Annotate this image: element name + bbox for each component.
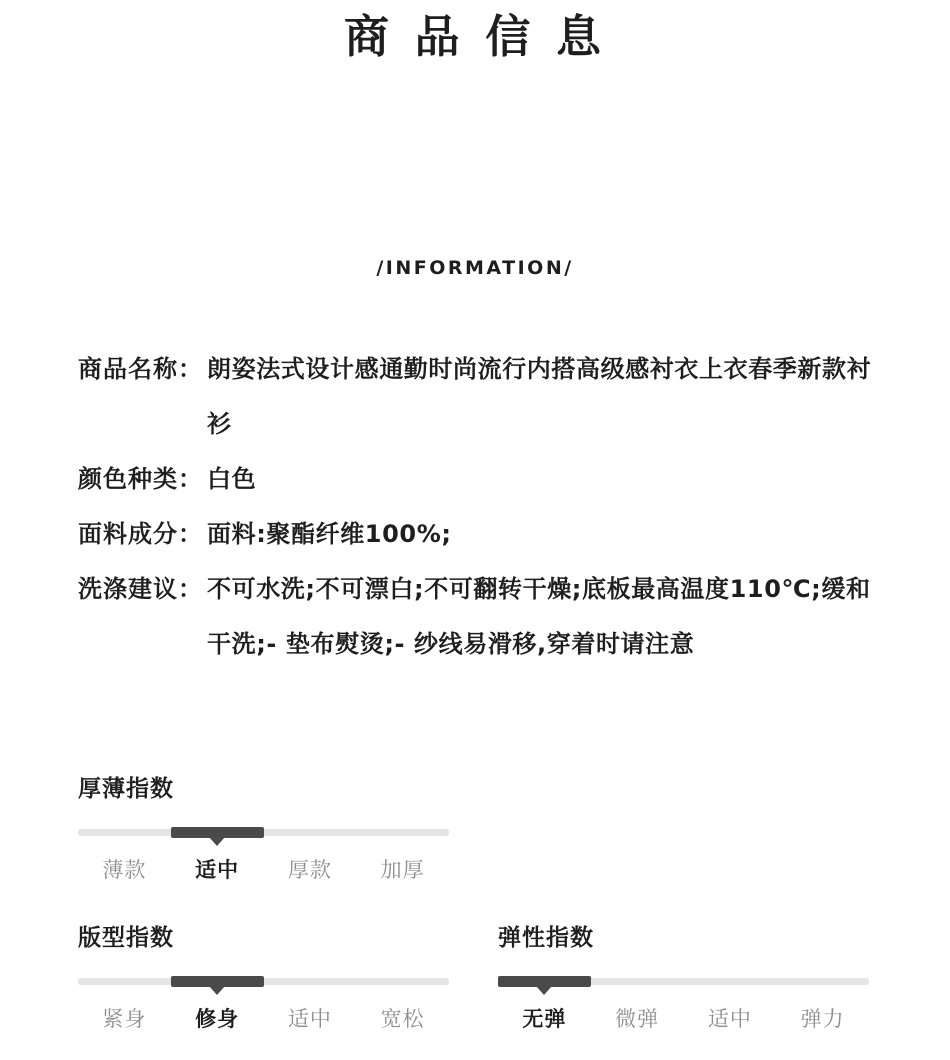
fit-index-title: 版型指数 <box>78 925 174 951</box>
product-attributes <box>78 342 888 672</box>
elasticity-slider <box>498 978 869 985</box>
attribute-row-washing <box>78 562 888 672</box>
slider-option: 薄款 <box>102 858 147 882</box>
attribute-label: 颜色种类： <box>78 465 203 493</box>
elasticity-slider-labels <box>498 1007 869 1032</box>
attribute-label: 商品名称： <box>78 355 203 383</box>
page-title: 商 品 信 息 <box>344 10 606 63</box>
slider-option-selected: 适中 <box>195 858 240 882</box>
fit-index-section <box>78 926 449 1032</box>
slider-active-segment <box>171 827 264 838</box>
slider-option: 适中 <box>287 1007 332 1031</box>
slider-pointer-icon <box>209 986 225 995</box>
slider-option: 弹力 <box>800 1007 845 1031</box>
slider-pointer-icon <box>536 986 552 995</box>
thickness-index-section <box>78 777 449 883</box>
thickness-index-title: 厚薄指数 <box>78 776 174 802</box>
slider-pointer-icon <box>209 837 225 846</box>
attribute-label: 面料成分： <box>78 520 203 548</box>
slider-option: 适中 <box>707 1007 752 1031</box>
attribute-row-color <box>78 452 888 507</box>
slider-active-segment <box>171 976 264 987</box>
attribute-value: 面料:聚酯纤维100%; <box>207 520 452 548</box>
slider-option: 加厚 <box>380 858 425 882</box>
fit-slider <box>78 978 449 985</box>
attribute-value: 朗姿法式设计感通勤时尚流行内搭高级感衬衣上衣春季新款衬衫 <box>207 355 872 438</box>
attribute-value: 不可水洗;不可漂白;不可翻转干燥;底板最高温度110℃;缓和干洗;- 垫布熨烫;- 纱线易滑移,穿着时请注意 <box>207 575 871 658</box>
attribute-row-product-name <box>78 342 888 452</box>
slider-option-selected: 修身 <box>195 1007 240 1031</box>
elasticity-index-title: 弹性指数 <box>498 925 594 951</box>
slider-option: 厚款 <box>287 858 332 882</box>
fit-slider-labels <box>78 1007 449 1032</box>
slider-option-selected: 无弹 <box>522 1007 567 1031</box>
slider-track <box>78 829 449 836</box>
attribute-label: 洗涤建议： <box>78 575 203 603</box>
attribute-row-fabric <box>78 507 888 562</box>
slider-active-segment <box>498 976 591 987</box>
slider-option: 微弹 <box>615 1007 660 1031</box>
thickness-slider <box>78 829 449 836</box>
slider-option: 宽松 <box>380 1007 425 1031</box>
slider-track <box>78 978 449 985</box>
thickness-slider-labels <box>78 858 449 883</box>
attribute-value: 白色 <box>207 465 257 493</box>
page-subtitle: /INFORMATION/ <box>376 257 574 279</box>
slider-option: 紧身 <box>102 1007 147 1031</box>
elasticity-index-section <box>498 926 869 1032</box>
